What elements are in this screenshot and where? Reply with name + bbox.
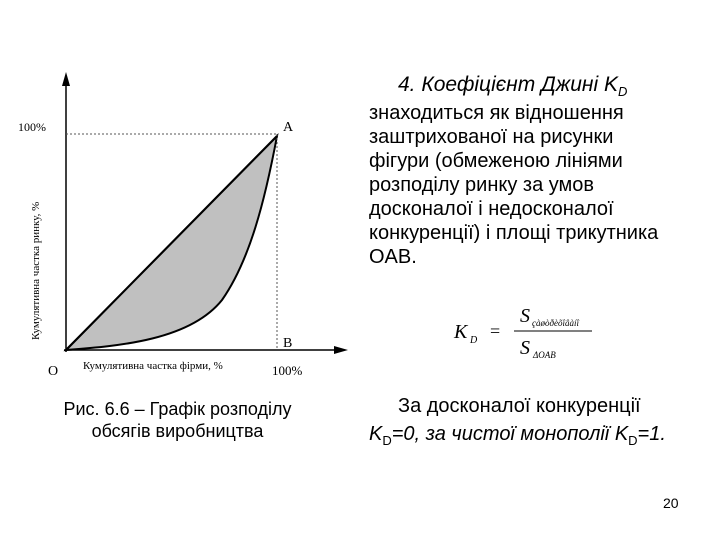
formula-numerator: S — [520, 305, 530, 327]
heading — [398, 73, 627, 99]
paragraph-line: заштрихованої на рисунки — [369, 126, 614, 148]
conclusion-line-1: За досконалої конкуренції — [398, 395, 641, 417]
paragraph-line: розподілу ринку за умов — [369, 174, 595, 196]
conclusion-text: =0, за чистої монополії — [391, 423, 615, 445]
conclusion-line-2 — [369, 420, 709, 455]
formula-equals: = — [490, 321, 501, 341]
k-symbol: K — [614, 423, 629, 445]
k-subscript: D — [628, 433, 638, 448]
k-symbol: K — [369, 423, 383, 445]
point-b-label: B — [283, 336, 293, 351]
formula-denominator-sub: ΔOAB — [533, 350, 556, 360]
k-subscript: D — [382, 433, 392, 448]
paragraph-line: OAB. — [369, 246, 417, 268]
definition-paragraph — [369, 101, 699, 269]
x-max-label: 100% — [272, 363, 303, 378]
heading-subscript: D — [618, 84, 628, 100]
point-a-label: A — [283, 120, 294, 135]
y-axis-arrow-icon — [62, 72, 70, 86]
caption-line: обсягів виробництва — [91, 421, 264, 441]
gini-figure — [0, 0, 360, 390]
heading-text: 4. Коефіцієнт Джині K — [398, 73, 618, 96]
caption-line: Рис. 6.6 – Графік розподілу — [63, 399, 292, 419]
conclusion-text-end: =1. — [637, 423, 666, 445]
formula-lhs-sub: D — [470, 335, 478, 346]
figure-caption — [45, 398, 310, 442]
paragraph-line: досконалої і недосконалої — [369, 198, 614, 220]
x-axis-arrow-icon — [334, 346, 348, 354]
paragraph-line: конкуренції) і площі трикутника — [369, 222, 659, 244]
page-number: 20 — [663, 495, 679, 511]
formula-denominator: S — [520, 337, 530, 359]
paragraph-line: знаходиться як відношення — [369, 102, 624, 124]
paragraph-line: фігури (обмеженою лініями — [369, 150, 623, 172]
y-max-label: 100% — [18, 120, 46, 134]
origin-label: O — [48, 364, 59, 379]
x-axis-label: Кумулятивна частка фірми, % — [83, 360, 223, 372]
conclusion-paragraph — [369, 392, 709, 455]
y-axis-label: Кумулятивна частка ринку, % — [30, 201, 42, 340]
formula-lhs: K — [454, 321, 468, 343]
gini-formula — [450, 300, 600, 362]
formula-numerator-sub: çàøòðèõîâàíî — [532, 318, 579, 328]
